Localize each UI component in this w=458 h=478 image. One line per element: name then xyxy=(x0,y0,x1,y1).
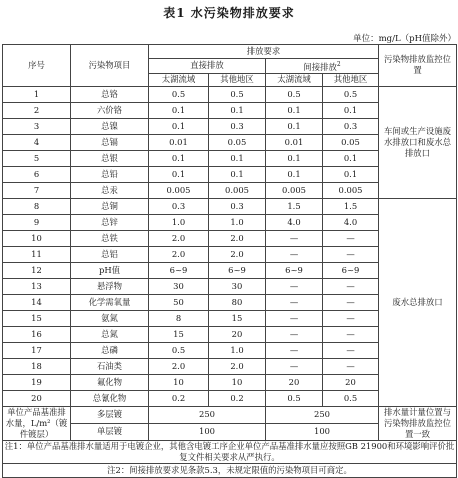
row-indirect-taihu: 6~9 xyxy=(266,262,323,278)
row-direct-taihu: 0.1 xyxy=(149,118,209,134)
table-row xyxy=(3,198,457,214)
table-note: 注1：单位产品基准排水量适用于电镀企业，其他含电镀工序企业单位产品基准排水量应按照GB 21900和环境影响评价批复文件相关要求从严执行。 xyxy=(3,440,457,463)
table-row xyxy=(3,86,457,102)
row-indirect-taihu: — xyxy=(266,230,323,246)
row-direct-taihu: 15 xyxy=(149,326,209,342)
row-seq: 5 xyxy=(3,150,71,166)
row-direct-taihu: 0.5 xyxy=(149,86,209,102)
row-pollutant: 总银 xyxy=(71,150,149,166)
row-indirect-taihu: — xyxy=(266,246,323,262)
header-indirect xyxy=(266,59,379,74)
baseline-single-indirect: 100 xyxy=(266,423,379,440)
row-seq: 2 xyxy=(3,102,71,118)
row-indirect-other: 0.5 xyxy=(323,390,379,406)
row-direct-taihu: 50 xyxy=(149,294,209,310)
row-pollutant: 氨氮 xyxy=(71,310,149,326)
row-seq: 9 xyxy=(3,214,71,230)
row-indirect-other: — xyxy=(323,326,379,342)
row-indirect-other: 0.3 xyxy=(323,118,379,134)
header-indirect-taihu: 太湖流域 xyxy=(266,73,323,86)
row-direct-taihu: 8 xyxy=(149,310,209,326)
row-direct-taihu: 0.2 xyxy=(149,390,209,406)
row-direct-taihu: 2.0 xyxy=(149,246,209,262)
row-indirect-taihu: — xyxy=(266,342,323,358)
row-direct-taihu: 0.005 xyxy=(149,182,209,198)
header-limits: 排放要求 xyxy=(149,45,379,59)
row-indirect-other: 0.5 xyxy=(323,86,379,102)
row-pollutant: 悬浮物 xyxy=(71,278,149,294)
monitor-workshop: 车间或生产设施废水排放口和废水总排放口 xyxy=(379,86,457,198)
row-seq: 1 xyxy=(3,86,71,102)
row-seq: 13 xyxy=(3,278,71,294)
row-direct-taihu: 10 xyxy=(149,374,209,390)
row-seq: 19 xyxy=(3,374,71,390)
row-direct-other: 0.1 xyxy=(209,150,266,166)
row-seq: 8 xyxy=(3,198,71,214)
row-direct-taihu: 30 xyxy=(149,278,209,294)
table-title: 表1 水污染物排放要求 xyxy=(163,6,295,20)
row-direct-other: 1.0 xyxy=(209,214,266,230)
row-seq: 20 xyxy=(3,390,71,406)
row-pollutant: 总铬 xyxy=(71,86,149,102)
row-direct-other: 0.3 xyxy=(209,198,266,214)
row-indirect-taihu: 0.005 xyxy=(266,182,323,198)
row-direct-other: 2.0 xyxy=(209,246,266,262)
note-row xyxy=(3,463,457,477)
row-pollutant: 总镉 xyxy=(71,134,149,150)
row-direct-taihu: 0.1 xyxy=(149,166,209,182)
header-direct-other: 其他地区 xyxy=(209,73,266,86)
row-pollutant: 化学需氧量 xyxy=(71,294,149,310)
row-direct-other: 20 xyxy=(209,326,266,342)
row-indirect-taihu: — xyxy=(266,278,323,294)
row-pollutant: 氟化物 xyxy=(71,374,149,390)
row-indirect-taihu: 0.01 xyxy=(266,134,323,150)
header-seq: 序号 xyxy=(3,45,71,87)
row-pollutant: 总铝 xyxy=(71,246,149,262)
row-seq: 16 xyxy=(3,326,71,342)
monitor-total: 废水总排放口 xyxy=(379,198,457,406)
row-direct-taihu: 0.1 xyxy=(149,150,209,166)
row-indirect-other: 0.1 xyxy=(323,102,379,118)
row-direct-other: 0.1 xyxy=(209,166,266,182)
row-indirect-other: 0.05 xyxy=(323,134,379,150)
row-direct-taihu: 2.0 xyxy=(149,358,209,374)
row-indirect-taihu: 0.1 xyxy=(266,166,323,182)
row-pollutant: 总汞 xyxy=(71,182,149,198)
row-indirect-other: 4.0 xyxy=(323,214,379,230)
row-direct-taihu: 0.5 xyxy=(149,342,209,358)
row-seq: 11 xyxy=(3,246,71,262)
header-indirect-other: 其他地区 xyxy=(323,73,379,86)
row-pollutant: 总铜 xyxy=(71,198,149,214)
row-indirect-taihu: 4.0 xyxy=(266,214,323,230)
row-pollutant: 石油类 xyxy=(71,358,149,374)
row-direct-other: 10 xyxy=(209,374,266,390)
row-indirect-taihu: 0.1 xyxy=(266,118,323,134)
row-indirect-taihu: — xyxy=(266,310,323,326)
row-pollutant: 总氮 xyxy=(71,326,149,342)
row-seq: 14 xyxy=(3,294,71,310)
row-direct-other: 0.5 xyxy=(209,86,266,102)
row-pollutant: 总铅 xyxy=(71,166,149,182)
baseline-multi-indirect: 250 xyxy=(266,406,379,423)
row-direct-other: 30 xyxy=(209,278,266,294)
row-indirect-other: — xyxy=(323,358,379,374)
row-direct-other: 0.05 xyxy=(209,134,266,150)
row-direct-other: 0.005 xyxy=(209,182,266,198)
row-indirect-other: — xyxy=(323,310,379,326)
row-indirect-other: 20 xyxy=(323,374,379,390)
row-direct-other: 15 xyxy=(209,310,266,326)
header-direct-taihu: 太湖流域 xyxy=(149,73,209,86)
row-pollutant: 总铁 xyxy=(71,230,149,246)
row-indirect-taihu: — xyxy=(266,294,323,310)
row-direct-other: 0.3 xyxy=(209,118,266,134)
row-indirect-other: 6~9 xyxy=(323,262,379,278)
header-direct: 直接排放 xyxy=(149,59,266,74)
row-direct-other: 0.2 xyxy=(209,390,266,406)
row-direct-taihu: 6~9 xyxy=(149,262,209,278)
baseline-multi-direct: 250 xyxy=(149,406,266,423)
row-indirect-other: 0.005 xyxy=(323,182,379,198)
row-indirect-taihu: — xyxy=(266,326,323,342)
row-direct-taihu: 0.1 xyxy=(149,102,209,118)
row-pollutant: pH值 xyxy=(71,262,149,278)
row-direct-taihu: 2.0 xyxy=(149,230,209,246)
row-pollutant: 六价铬 xyxy=(71,102,149,118)
baseline-single-label: 单层镀 xyxy=(71,423,149,440)
row-direct-taihu: 1.0 xyxy=(149,214,209,230)
row-seq: 12 xyxy=(3,262,71,278)
row-seq: 10 xyxy=(3,230,71,246)
baseline-label: 单位产品基准排水量，L/m²（镀件镀层） xyxy=(3,406,71,440)
row-indirect-other: — xyxy=(323,294,379,310)
header-indirect-note-ref: 2 xyxy=(336,61,341,68)
row-seq: 15 xyxy=(3,310,71,326)
row-indirect-taihu: 1.5 xyxy=(266,198,323,214)
row-seq: 7 xyxy=(3,182,71,198)
note-row xyxy=(3,440,457,463)
unit-label: 单位：mg/L（pH值除外） xyxy=(353,34,456,44)
baseline-single-direct: 100 xyxy=(149,423,266,440)
row-indirect-other: 1.5 xyxy=(323,198,379,214)
row-direct-other: 2.0 xyxy=(209,358,266,374)
row-direct-taihu: 0.3 xyxy=(149,198,209,214)
row-direct-other: 2.0 xyxy=(209,230,266,246)
row-direct-other: 80 xyxy=(209,294,266,310)
row-pollutant: 总锌 xyxy=(71,214,149,230)
row-direct-other: 1.0 xyxy=(209,342,266,358)
baseline-row-multi xyxy=(3,406,457,423)
table-note: 注2：间接排放要求见条款5.3，未规定限值的污染物项目可商定。 xyxy=(3,463,457,477)
header-indirect-label: 间接排放 xyxy=(303,61,337,72)
row-indirect-taihu: 0.1 xyxy=(266,102,323,118)
row-seq: 4 xyxy=(3,134,71,150)
row-pollutant: 总磷 xyxy=(71,342,149,358)
row-indirect-taihu: 0.5 xyxy=(266,86,323,102)
row-pollutant: 总镍 xyxy=(71,118,149,134)
baseline-monitor: 排水量计量位置与污染物排放监控位置一致 xyxy=(379,406,457,440)
row-indirect-other: 0.1 xyxy=(323,166,379,182)
row-direct-other: 6~9 xyxy=(209,262,266,278)
row-seq: 3 xyxy=(3,118,71,134)
row-direct-taihu: 0.01 xyxy=(149,134,209,150)
row-indirect-taihu: 20 xyxy=(266,374,323,390)
row-indirect-taihu: 0.5 xyxy=(266,390,323,406)
row-indirect-other: — xyxy=(323,246,379,262)
row-direct-other: 0.1 xyxy=(209,102,266,118)
discharge-standard-table xyxy=(2,44,457,478)
row-seq: 6 xyxy=(3,166,71,182)
row-indirect-taihu: 0.1 xyxy=(266,150,323,166)
header-monitor: 污染物排放监控位置 xyxy=(379,45,457,87)
baseline-multi-label: 多层镀 xyxy=(71,406,149,423)
row-indirect-other: — xyxy=(323,342,379,358)
row-seq: 18 xyxy=(3,358,71,374)
row-indirect-other: — xyxy=(323,230,379,246)
row-indirect-other: — xyxy=(323,278,379,294)
row-pollutant: 总氰化物 xyxy=(71,390,149,406)
header-item: 污染物项目 xyxy=(71,45,149,87)
row-indirect-other: 0.1 xyxy=(323,150,379,166)
row-seq: 17 xyxy=(3,342,71,358)
row-indirect-taihu: — xyxy=(266,358,323,374)
